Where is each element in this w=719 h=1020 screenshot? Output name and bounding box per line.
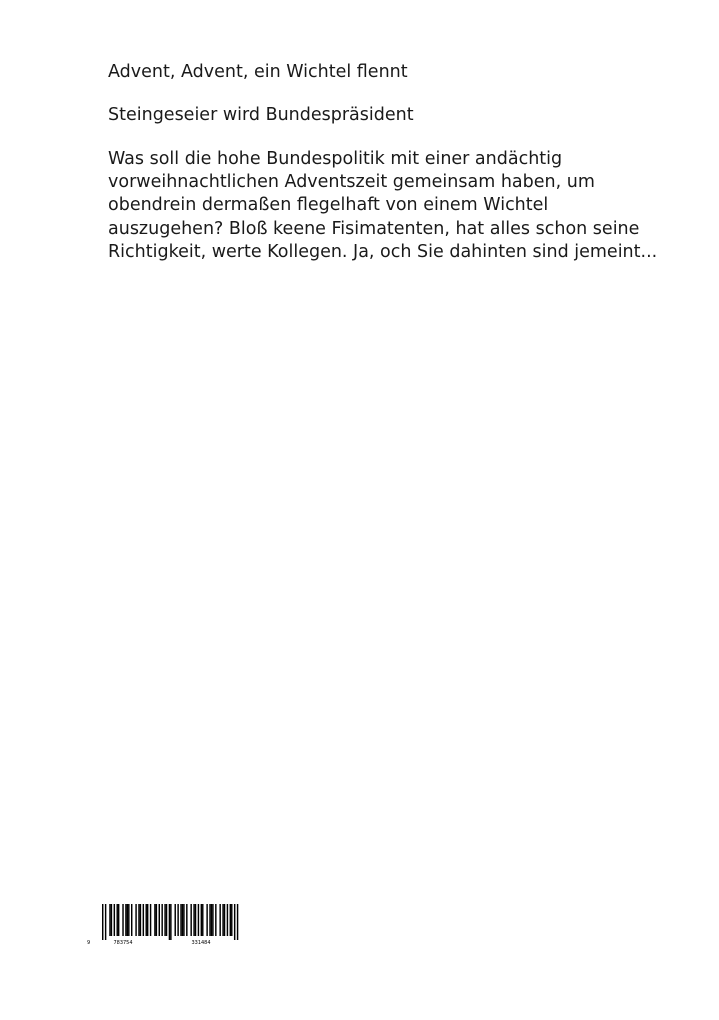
barcode-bar [183, 904, 184, 936]
barcode-bar [122, 904, 123, 936]
barcode-lead-digit: 9 [87, 940, 91, 946]
barcode-bar [175, 904, 176, 936]
book-title: Advent, Advent, ein Wichtel flennt [108, 62, 408, 82]
barcode-bar [143, 904, 144, 936]
barcode-bar [159, 904, 160, 936]
barcode-bar [150, 904, 151, 936]
barcode-bar [109, 904, 110, 936]
barcode-bar [127, 904, 128, 936]
barcode-bar [177, 904, 178, 936]
barcode-bar [190, 904, 191, 936]
barcode-bar [161, 904, 162, 936]
barcode-bar [201, 904, 202, 936]
barcode-bar [164, 904, 165, 936]
barcode-bar [198, 904, 199, 936]
barcode-bar [147, 904, 148, 936]
barcode-left-group: 783754 [113, 940, 133, 946]
barcode-bar [125, 904, 126, 936]
barcode-bar [169, 904, 170, 940]
barcode-bar [224, 904, 225, 936]
book-subtitle: Steingeseier wird Bundespräsident [108, 105, 414, 125]
barcode-bar [237, 904, 238, 940]
barcode-bar [111, 904, 112, 936]
barcode-bar [105, 904, 106, 940]
barcode-graphic [86, 902, 246, 946]
barcode-bar [166, 904, 167, 936]
barcode-bar [135, 904, 136, 936]
barcode-bar [234, 904, 235, 940]
barcode-bar [219, 904, 220, 936]
barcode-bar [118, 904, 119, 936]
barcode-bar [140, 904, 141, 936]
barcode-bar [209, 904, 210, 936]
barcode-bar [206, 904, 207, 936]
barcode-bar [230, 904, 231, 936]
isbn-barcode [86, 902, 246, 946]
barcode-bar [193, 904, 194, 936]
barcode-bar [215, 904, 216, 936]
barcode-bar [202, 904, 203, 936]
barcode-right-group: 331484 [191, 940, 211, 946]
barcode-bar [117, 904, 118, 936]
barcode-bar [212, 904, 213, 936]
barcode-bar [211, 904, 212, 936]
barcode-bar [154, 904, 155, 936]
barcode-bar [146, 904, 147, 936]
barcode-bar [114, 904, 115, 936]
barcode-bar [128, 904, 129, 936]
barcode-bar [102, 904, 103, 940]
barcode-bar [186, 904, 187, 936]
barcode-bar [170, 904, 171, 940]
book-blurb: Was soll die hohe Bundespolitik mit einer andächtig vorweihnachtlichen Adventszeit gemeinsam haben, um obendrein dermaßen flegelhaft von einem Wichtel auszugehen? Bloß keene Fisimatenten, hat alles schon seine Richtigkeit, werte Kollegen. Ja, och Sie dahinten sind jemeint... [108, 149, 658, 262]
barcode-bar [227, 904, 228, 936]
barcode-bar [182, 904, 183, 936]
barcode-bar [231, 904, 232, 936]
barcode-bar [156, 904, 157, 936]
barcode-bar [195, 904, 196, 936]
barcode-bar [138, 904, 139, 936]
barcode-bar [222, 904, 223, 936]
barcode-bar [131, 904, 132, 936]
barcode-bar [180, 904, 181, 936]
